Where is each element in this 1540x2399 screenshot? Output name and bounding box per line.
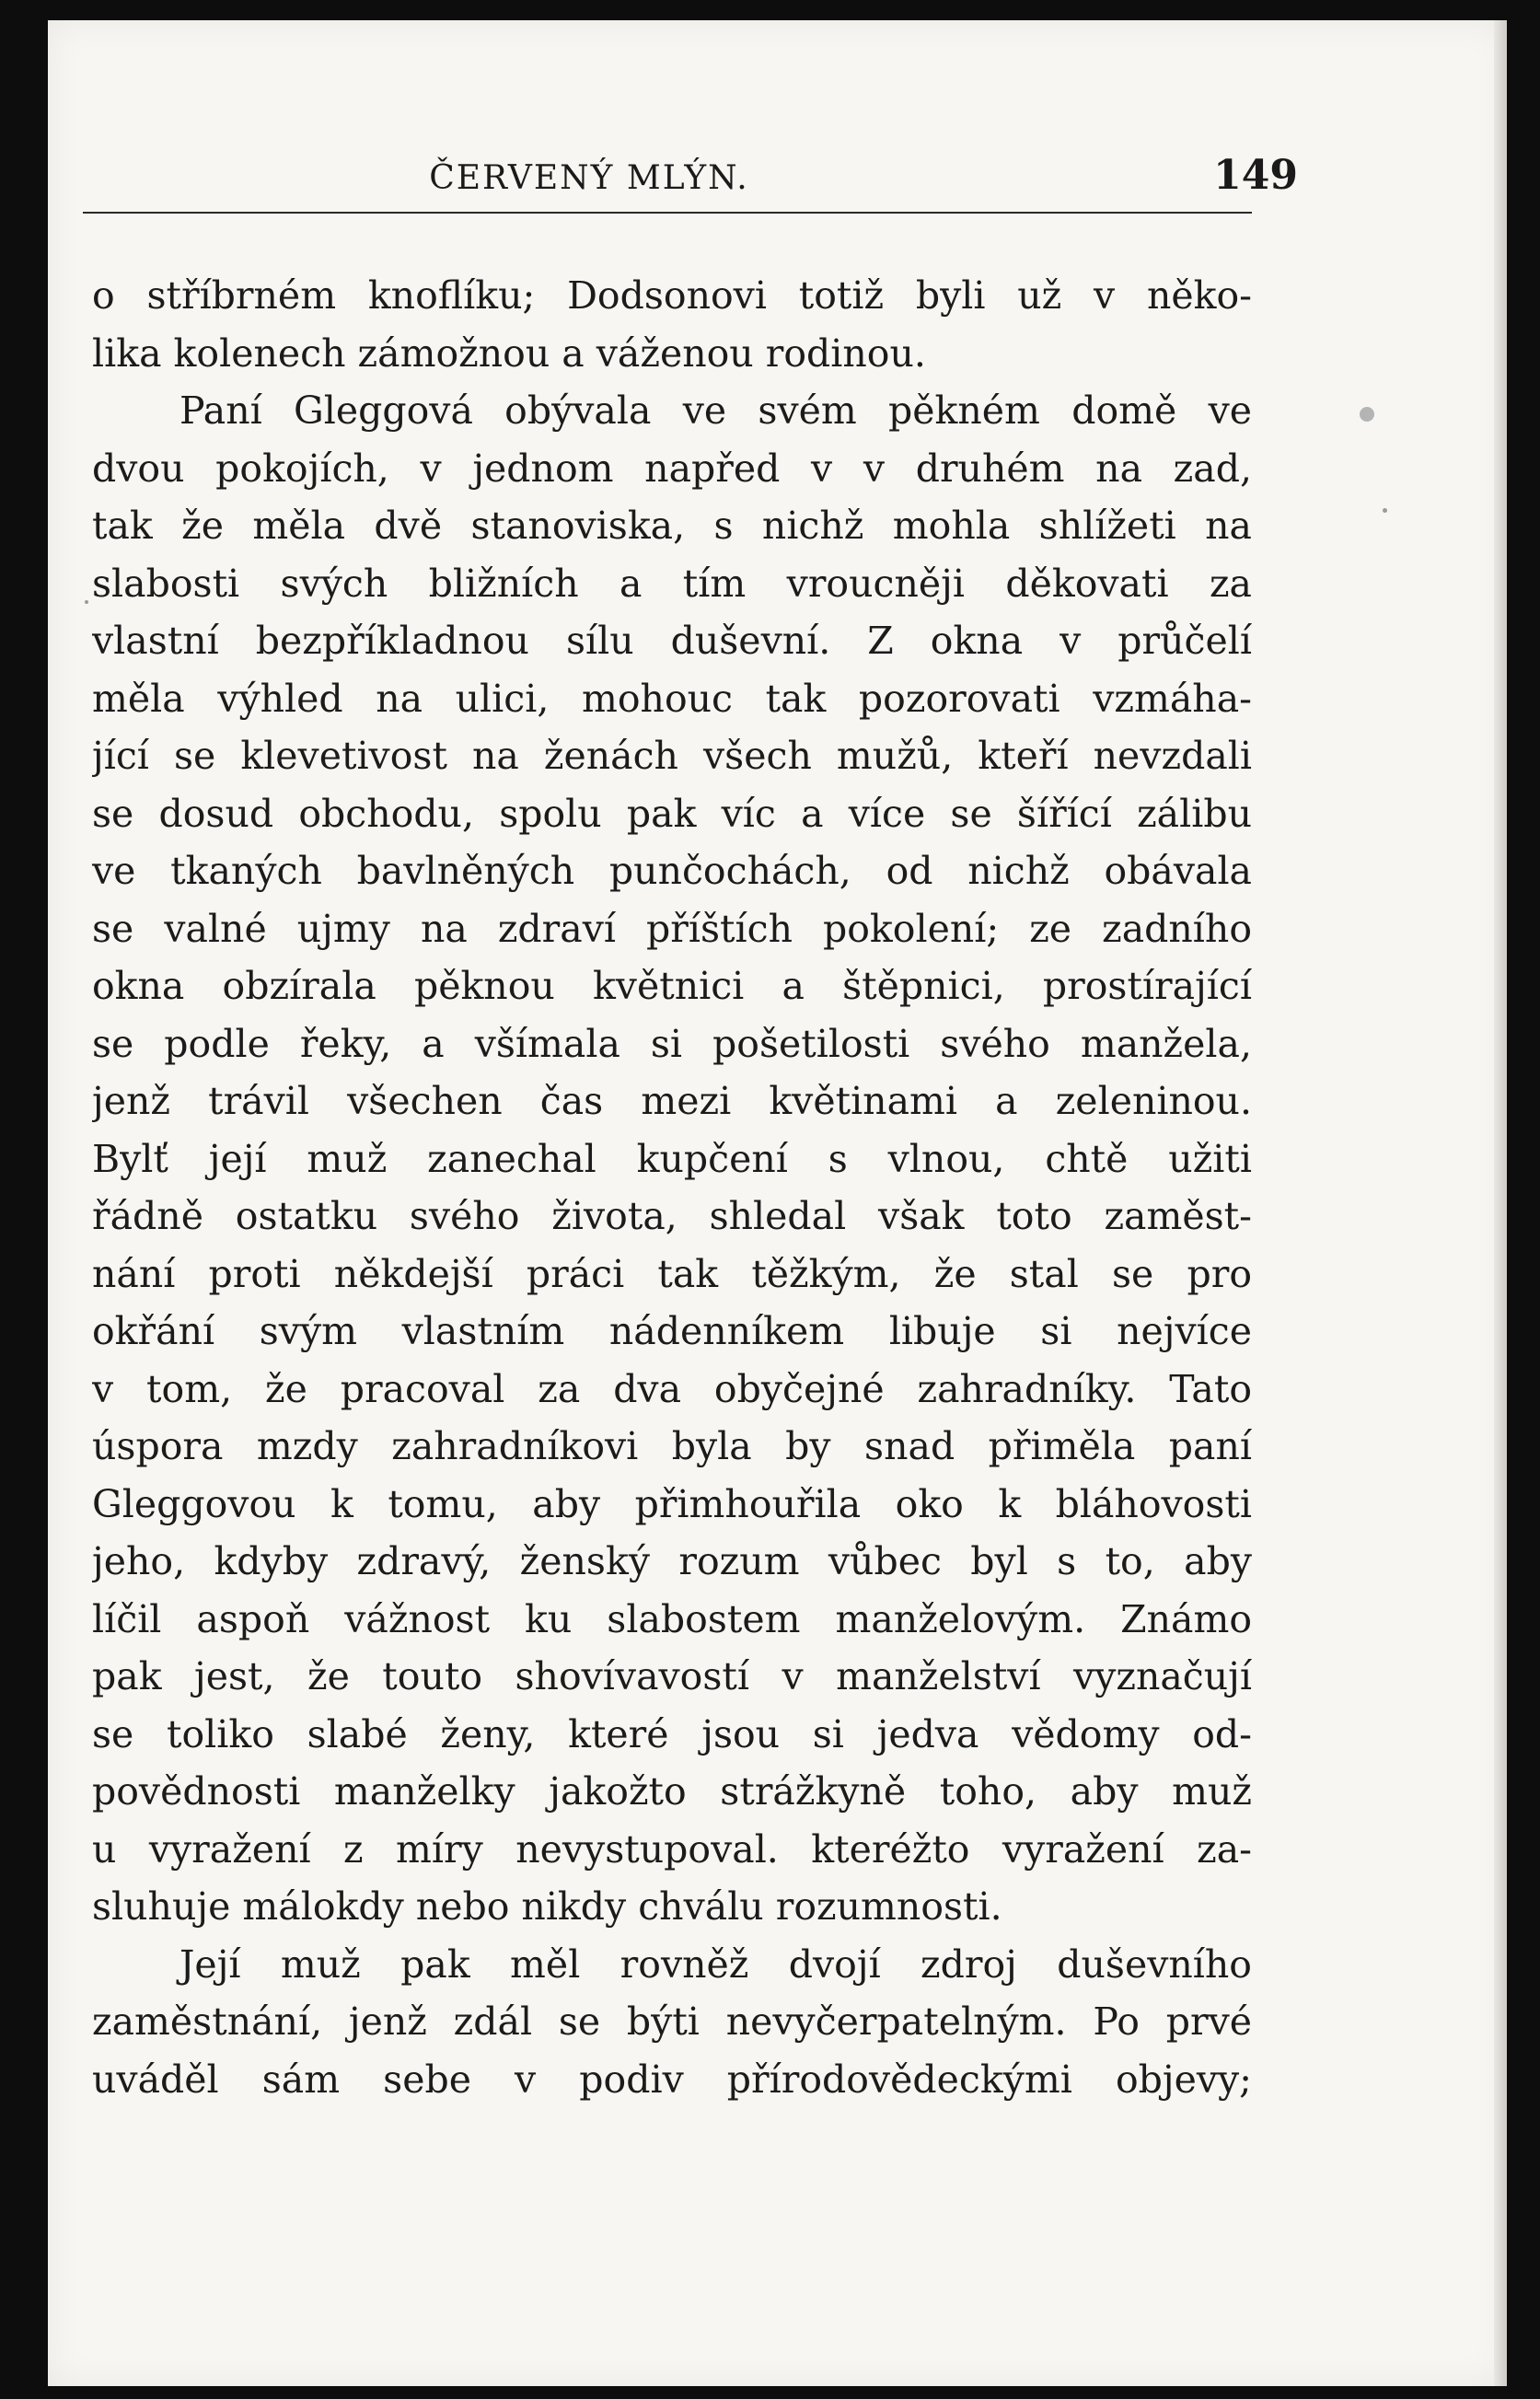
body-text	[92, 267, 1252, 2108]
text-line: líčil aspoň vážnost ku slabostem manželovým. Známo	[92, 1596, 1252, 1641]
text-line: Bylť její muž zanechal kupčení s vlnou, chtě užiti	[92, 1136, 1252, 1181]
running-head-title: ČERVENÝ MLÝN.	[429, 159, 749, 197]
text-line: vlastní bezpříkladnou sílu duševní. Z okna v průčelí	[92, 619, 1252, 663]
text-line: jenž trávil všechen čas mezi květinami a zeleninou.	[92, 1079, 1252, 1123]
text-line: řádně ostatku svého života, shledal však toto zaměst-	[92, 1194, 1252, 1238]
text-line: okřání svým vlastním nádenníkem libuje si nejvíce	[92, 1309, 1252, 1353]
text-line: se dosud obchodu, spolu pak víc a více se šířící zálibu	[92, 791, 1252, 836]
text-line: nání proti někdejší práci tak těžkým, že stal se pro	[92, 1251, 1252, 1296]
text-line: okna obzírala pěknou květnici a štěpnici, prostírající	[92, 964, 1252, 1008]
text-line: tak že měla dvě stanoviska, s nichž mohla shlížeti na	[92, 504, 1252, 548]
text-line: lika kolenech zámožnou a váženou rodinou.	[92, 330, 926, 376]
running-head	[83, 143, 1298, 207]
text-line: se valné ujmy na zdraví příštích pokolení; ze zadního	[92, 906, 1252, 951]
text-line: ve tkaných bavlněných punčochách, od nichž obávala	[92, 849, 1252, 893]
paper-speck	[1383, 508, 1387, 513]
text-line: povědnosti manželky jakožto strážkyně toho, aby muž	[92, 1769, 1252, 1814]
text-line: Paní Gleggová obývala ve svém pěkném domě ve	[179, 388, 1252, 433]
page-number: 149	[1213, 152, 1298, 199]
text-line: jeho, kdyby zdravý, ženský rozum vůbec byl s to, aby	[92, 1539, 1252, 1583]
text-line: jící se klevetivost na ženách všech mužů, kteří nevzdali	[92, 734, 1252, 778]
text-line: o stříbrném knoflíku; Dodsonovi totiž byli už v něko-	[92, 273, 1252, 318]
text-line: Její muž pak měl rovněž dvojí zdroj duševního	[179, 1941, 1252, 1987]
paper-speck	[1360, 407, 1374, 422]
page-edge	[1494, 20, 1507, 2386]
text-line: uváděl sám sebe v podiv přírodovědeckými objevy;	[92, 2057, 1252, 2102]
text-line: se toliko slabé ženy, které jsou si jedva vědomy od-	[92, 1711, 1252, 1756]
text-line: měla výhled na ulici, mohouc tak pozorovati vzmáha-	[92, 676, 1252, 721]
text-line: zaměstnání, jenž zdál se býti nevyčerpatelným. Po prvé	[92, 1999, 1252, 2044]
paper-speck	[85, 600, 88, 604]
text-line: se podle řeky, a všímala si pošetilosti svého manžela,	[92, 1021, 1252, 1066]
text-line: slabosti svých bližních a tím vroucněji děkovati za	[92, 561, 1252, 606]
header-rule	[83, 212, 1252, 214]
text-line: dvou pokojích, v jednom napřed v v druhém na zad,	[92, 446, 1252, 491]
text-line: úspora mzdy zahradníkovi byla by snad přiměla paní	[92, 1424, 1252, 1468]
text-line: u vyražení z míry nevystupoval. kteréžto vyražení za-	[92, 1826, 1252, 1872]
text-line: Gleggovou k tomu, aby přimhouřila oko k bláhovosti	[92, 1481, 1252, 1526]
text-line: pak jest, že touto shovívavostí v manželství vyznačují	[92, 1654, 1252, 1698]
text-line: v tom, že pracoval za dva obyčejné zahradníky. Tato	[92, 1366, 1252, 1411]
text-line: sluhuje málokdy nebo nikdy chválu rozumnosti.	[92, 1884, 1002, 1929]
